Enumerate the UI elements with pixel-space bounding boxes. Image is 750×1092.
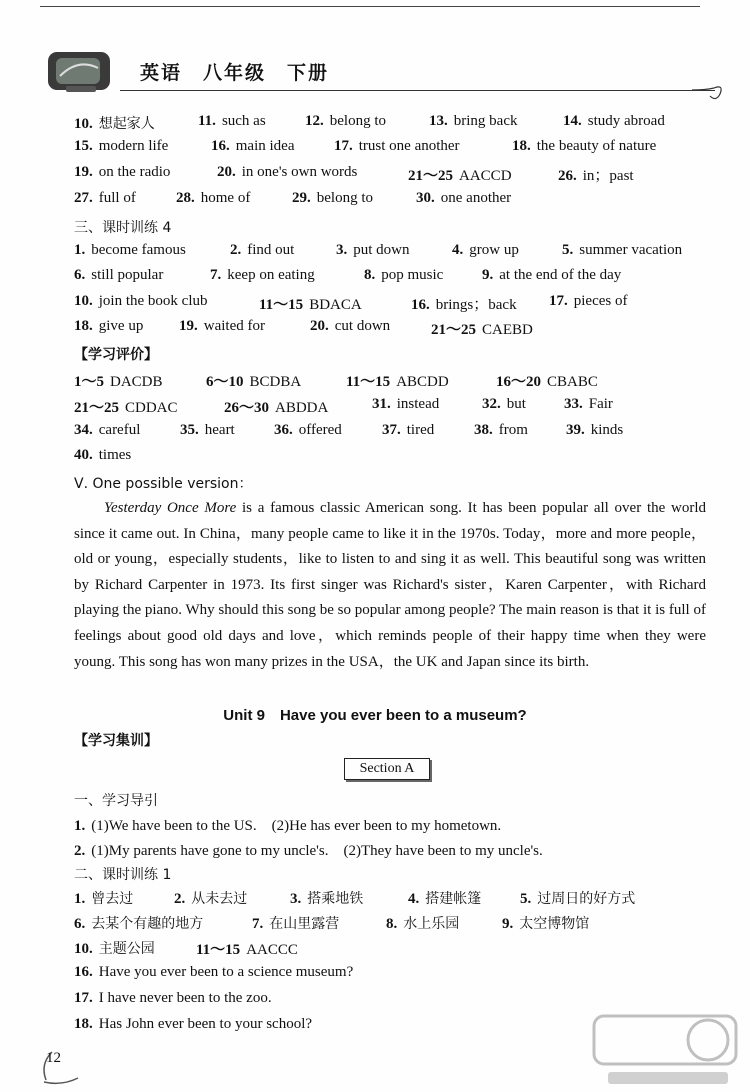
- answer-item: [74, 370, 163, 391]
- item-number: 36.: [274, 422, 293, 438]
- item-number: 31.: [372, 396, 391, 412]
- item-answer: join the book club: [98, 293, 208, 309]
- answer-item: [217, 164, 357, 181]
- item-number: 11～15: [259, 297, 304, 313]
- answer-item: [564, 396, 613, 413]
- answer-item: [74, 164, 170, 181]
- answer-item: [74, 447, 131, 464]
- item-answer: cut down: [334, 318, 391, 334]
- answer-item: [305, 113, 386, 130]
- answer-item: [196, 938, 298, 959]
- answer-item: [336, 242, 410, 259]
- item-answer: 过周日的好方式: [537, 891, 636, 907]
- section-label: Section A: [344, 758, 430, 780]
- item-answer: 水上乐园: [403, 916, 460, 932]
- item-answer: CAEBD: [482, 322, 533, 338]
- item-number: 33.: [564, 396, 583, 412]
- answer-item: [558, 164, 634, 185]
- item-answer: such as: [221, 113, 266, 129]
- item-number: 32.: [482, 396, 501, 412]
- answer-item: [346, 370, 449, 391]
- item-answer: times: [98, 447, 132, 463]
- item-answer: DACDB: [110, 374, 163, 390]
- section-heading: 【学习评价】: [74, 347, 158, 363]
- item-number: 11～15: [196, 942, 241, 958]
- item-answer: Has John ever been to your school?: [98, 1016, 313, 1032]
- item-number: 15.: [74, 138, 93, 154]
- section-heading: 三、课时训练 4: [74, 220, 172, 236]
- item-number: 26.: [558, 168, 577, 184]
- answer-item: [372, 396, 439, 413]
- item-answer: ABCDD: [396, 374, 449, 390]
- answer-item: [431, 318, 533, 339]
- item-answer: tired: [406, 422, 435, 438]
- essay-text: is a famous classic American song. It has been popular all over the world since it came out. In China，many people came to like it in the 1970s. Today，more and more people，old or young，especially students，like to listen to and sing it as well. This beautiful song was written by Richard Carpenter in 1973. Its first singer was Richard's sister，Karen Carpenter，with Richard playing the piano. Why should this song be so popular among people? The main reason is that it is full of feelings about good old days and love，which reminds people of their happy time when they were young. This song has won many prizes in the USA，the UK and Japan since its birth.: [74, 500, 706, 670]
- item-answer: give up: [98, 318, 144, 334]
- item-number: 12.: [305, 113, 324, 129]
- item-number: 13.: [429, 113, 448, 129]
- answer-item: [496, 370, 598, 391]
- item-answer: 从未去过: [191, 891, 248, 907]
- item-number: 17.: [549, 293, 568, 309]
- answer-item: [180, 422, 235, 439]
- item-answer: become famous: [91, 242, 186, 258]
- item-number: 10.: [74, 293, 93, 309]
- answer-item: [179, 318, 265, 335]
- answer-item: [74, 938, 155, 958]
- item-answer: bring back: [453, 113, 518, 129]
- item-answer: but: [506, 396, 526, 412]
- answer-item: [364, 267, 443, 284]
- item-number: 16～20: [496, 374, 542, 390]
- item-answer: heart: [204, 422, 235, 438]
- answer-item: [408, 164, 512, 185]
- item-number: 18.: [74, 1016, 93, 1032]
- item-number: 40.: [74, 447, 93, 463]
- item-answer: AACCD: [459, 168, 512, 184]
- item-answer: 主题公园: [98, 941, 155, 957]
- item-number: 10.: [74, 941, 93, 957]
- item-number: 1.: [74, 242, 86, 258]
- item-number: 16.: [411, 297, 430, 313]
- answer-item: [429, 113, 517, 130]
- answer-item: [252, 913, 339, 933]
- answer-item: [482, 267, 621, 284]
- watermark-logo: [590, 1010, 740, 1090]
- item-answer: find out: [247, 242, 295, 258]
- item-number: 29.: [292, 190, 311, 206]
- answer-item: [206, 370, 301, 391]
- item-number: 18.: [74, 318, 93, 334]
- item-number: 6.: [74, 916, 86, 932]
- essay-paragraph: [74, 496, 706, 675]
- answer-item: [411, 293, 517, 314]
- item-number: 37.: [382, 422, 401, 438]
- answer-item: [74, 888, 133, 908]
- item-number: 17.: [74, 990, 93, 1006]
- item-answer: modern life: [98, 138, 169, 154]
- answer-item: [566, 422, 623, 439]
- item-answer: kinds: [590, 422, 624, 438]
- item-answer: 太空博物馆: [519, 916, 590, 932]
- item-answer: CBABC: [547, 374, 598, 390]
- item-answer: in；past: [582, 168, 634, 184]
- item-answer: main idea: [235, 138, 295, 154]
- answer-item: [74, 990, 272, 1007]
- answer-item: [274, 422, 342, 439]
- answer-item: [310, 318, 390, 335]
- section-heading: 二、课时训练 1: [74, 867, 172, 883]
- answer-item: [549, 293, 627, 310]
- answer-item: [230, 242, 294, 259]
- item-answer: belong to: [329, 113, 386, 129]
- answer-item: [562, 242, 682, 259]
- answer-item: [176, 190, 250, 207]
- item-number: 19.: [74, 164, 93, 180]
- item-number: 14.: [563, 113, 582, 129]
- item-number: 4.: [452, 242, 464, 258]
- answer-item: [290, 888, 363, 908]
- item-number: 11～15: [346, 374, 391, 390]
- answer-item: [482, 396, 526, 413]
- item-answer: offered: [298, 422, 342, 438]
- top-border: [40, 6, 700, 7]
- item-number: 28.: [176, 190, 195, 206]
- answer-item: [292, 190, 373, 207]
- answer-item: [334, 138, 460, 155]
- item-answer: Have you ever been to a science museum?: [98, 964, 354, 980]
- item-answer: ABDDA: [275, 400, 329, 416]
- item-answer: careful: [98, 422, 141, 438]
- item-number: 17.: [334, 138, 353, 154]
- answer-item: [382, 422, 434, 439]
- item-number: 38.: [474, 422, 493, 438]
- answer-item: [74, 242, 186, 259]
- item-number: 21～25: [408, 168, 454, 184]
- answer-item: [563, 113, 665, 130]
- item-answer: waited for: [203, 318, 265, 334]
- answer-item: [74, 396, 178, 417]
- item-number: 5.: [562, 242, 574, 258]
- item-answer: on the radio: [98, 164, 171, 180]
- item-answer: keep on eating: [227, 267, 315, 283]
- answer-item: [474, 422, 528, 439]
- item-number: 3.: [336, 242, 348, 258]
- item-answer: pieces of: [573, 293, 628, 309]
- answer-item: [174, 888, 247, 908]
- answer-item: [74, 913, 203, 933]
- item-number: 3.: [290, 891, 302, 907]
- item-number: 30.: [416, 190, 435, 206]
- item-number: 5.: [520, 891, 532, 907]
- page-number: 12: [46, 1050, 61, 1066]
- item-number: 4.: [408, 891, 420, 907]
- item-number: 6～10: [206, 374, 244, 390]
- item-answer: 搭建帐篷: [425, 891, 482, 907]
- item-number: 34.: [74, 422, 93, 438]
- item-answer: the beauty of nature: [536, 138, 657, 154]
- answer-item: [416, 190, 511, 207]
- item-number: 1～5: [74, 374, 105, 390]
- answer-item: [210, 267, 315, 284]
- item-answer: summer vacation: [579, 242, 683, 258]
- item-answer: I have never been to the zoo.: [98, 990, 272, 1006]
- item-number: 2.: [174, 891, 186, 907]
- item-number: 20.: [310, 318, 329, 334]
- item-number: 21～25: [431, 322, 477, 338]
- item-number: 16.: [211, 138, 230, 154]
- item-number: 2.: [74, 843, 86, 859]
- item-answer: 去某个有趣的地方: [91, 916, 204, 932]
- item-number: 1.: [74, 818, 86, 834]
- item-answer: at the end of the day: [499, 267, 622, 283]
- item-answer: (1)My parents have gone to my uncle's. (2)They have been to my uncle's.: [91, 843, 543, 859]
- item-answer: full of: [98, 190, 136, 206]
- answer-item: [224, 396, 328, 417]
- item-number: 9.: [482, 267, 494, 283]
- answer-item: [386, 913, 459, 933]
- item-number: 26～30: [224, 400, 270, 416]
- item-number: 8.: [364, 267, 376, 283]
- item-answer: from: [498, 422, 528, 438]
- answer-item: [74, 190, 136, 207]
- answer-item: [74, 318, 143, 335]
- item-number: 2.: [230, 242, 242, 258]
- item-answer: AACCC: [246, 942, 298, 958]
- item-answer: 曾去过: [91, 891, 134, 907]
- answer-item: [74, 422, 140, 439]
- answer-item: [502, 913, 589, 933]
- item-answer: pop music: [381, 267, 444, 283]
- item-number: 18.: [512, 138, 531, 154]
- item-answer: study abroad: [587, 113, 665, 129]
- song-title: Yesterday Once More: [104, 500, 237, 516]
- answer-item: [198, 113, 266, 130]
- unit-title: Unit 9 Have you ever been to a museum?: [223, 707, 527, 724]
- item-answer: still popular: [91, 267, 164, 283]
- item-number: 39.: [566, 422, 585, 438]
- answer-item: [512, 138, 656, 155]
- item-number: 11.: [198, 113, 216, 129]
- item-answer: belong to: [316, 190, 373, 206]
- tv-logo-icon: [44, 46, 118, 94]
- swirl-ornament-icon: [690, 78, 730, 108]
- answer-item: [74, 267, 163, 284]
- item-answer: in one's own words: [241, 164, 358, 180]
- item-answer: one another: [440, 190, 512, 206]
- header-title: 英语 八年级 下册: [140, 62, 330, 84]
- item-number: 16.: [74, 964, 93, 980]
- answer-item: [211, 138, 294, 155]
- item-answer: CDDAC: [125, 400, 178, 416]
- answer-item: [74, 138, 168, 155]
- item-number: 21～25: [74, 400, 120, 416]
- answer-item: [452, 242, 519, 259]
- item-number: 35.: [180, 422, 199, 438]
- answer-item: [74, 964, 353, 981]
- item-answer: grow up: [469, 242, 519, 258]
- item-number: 19.: [179, 318, 198, 334]
- item-answer: 想起家人: [98, 116, 155, 132]
- item-number: 7.: [252, 916, 264, 932]
- answer-item: [74, 293, 208, 310]
- item-number: 8.: [386, 916, 398, 932]
- item-answer: BDACA: [309, 297, 362, 313]
- answer-item: [74, 814, 501, 835]
- section-heading: Ⅴ. One possible version：: [74, 476, 253, 492]
- item-answer: home of: [200, 190, 251, 206]
- item-answer: 在山里露营: [269, 916, 340, 932]
- item-number: 1.: [74, 891, 86, 907]
- item-answer: 搭乘地铁: [307, 891, 364, 907]
- item-number: 27.: [74, 190, 93, 206]
- item-answer: instead: [396, 396, 440, 412]
- item-number: 9.: [502, 916, 514, 932]
- item-answer: BCDBA: [249, 374, 302, 390]
- answer-item: [74, 839, 543, 860]
- item-answer: trust one another: [358, 138, 460, 154]
- item-answer: put down: [353, 242, 410, 258]
- answer-item: [408, 888, 481, 908]
- item-answer: brings；back: [435, 297, 517, 313]
- section-heading: 【学习集训】: [74, 733, 158, 749]
- answer-item: [520, 888, 635, 908]
- item-answer: Fair: [588, 396, 613, 412]
- item-number: 7.: [210, 267, 222, 283]
- answer-item: [74, 113, 155, 133]
- header-rule: [120, 90, 715, 91]
- section-heading: 一、学习导引: [74, 793, 158, 809]
- item-number: 10.: [74, 116, 93, 132]
- item-answer: (1)We have been to the US. (2)He has ever been to my hometown.: [91, 818, 502, 834]
- answer-item: [74, 1016, 312, 1033]
- item-number: 6.: [74, 267, 86, 283]
- item-number: 20.: [217, 164, 236, 180]
- answer-item: [259, 293, 362, 314]
